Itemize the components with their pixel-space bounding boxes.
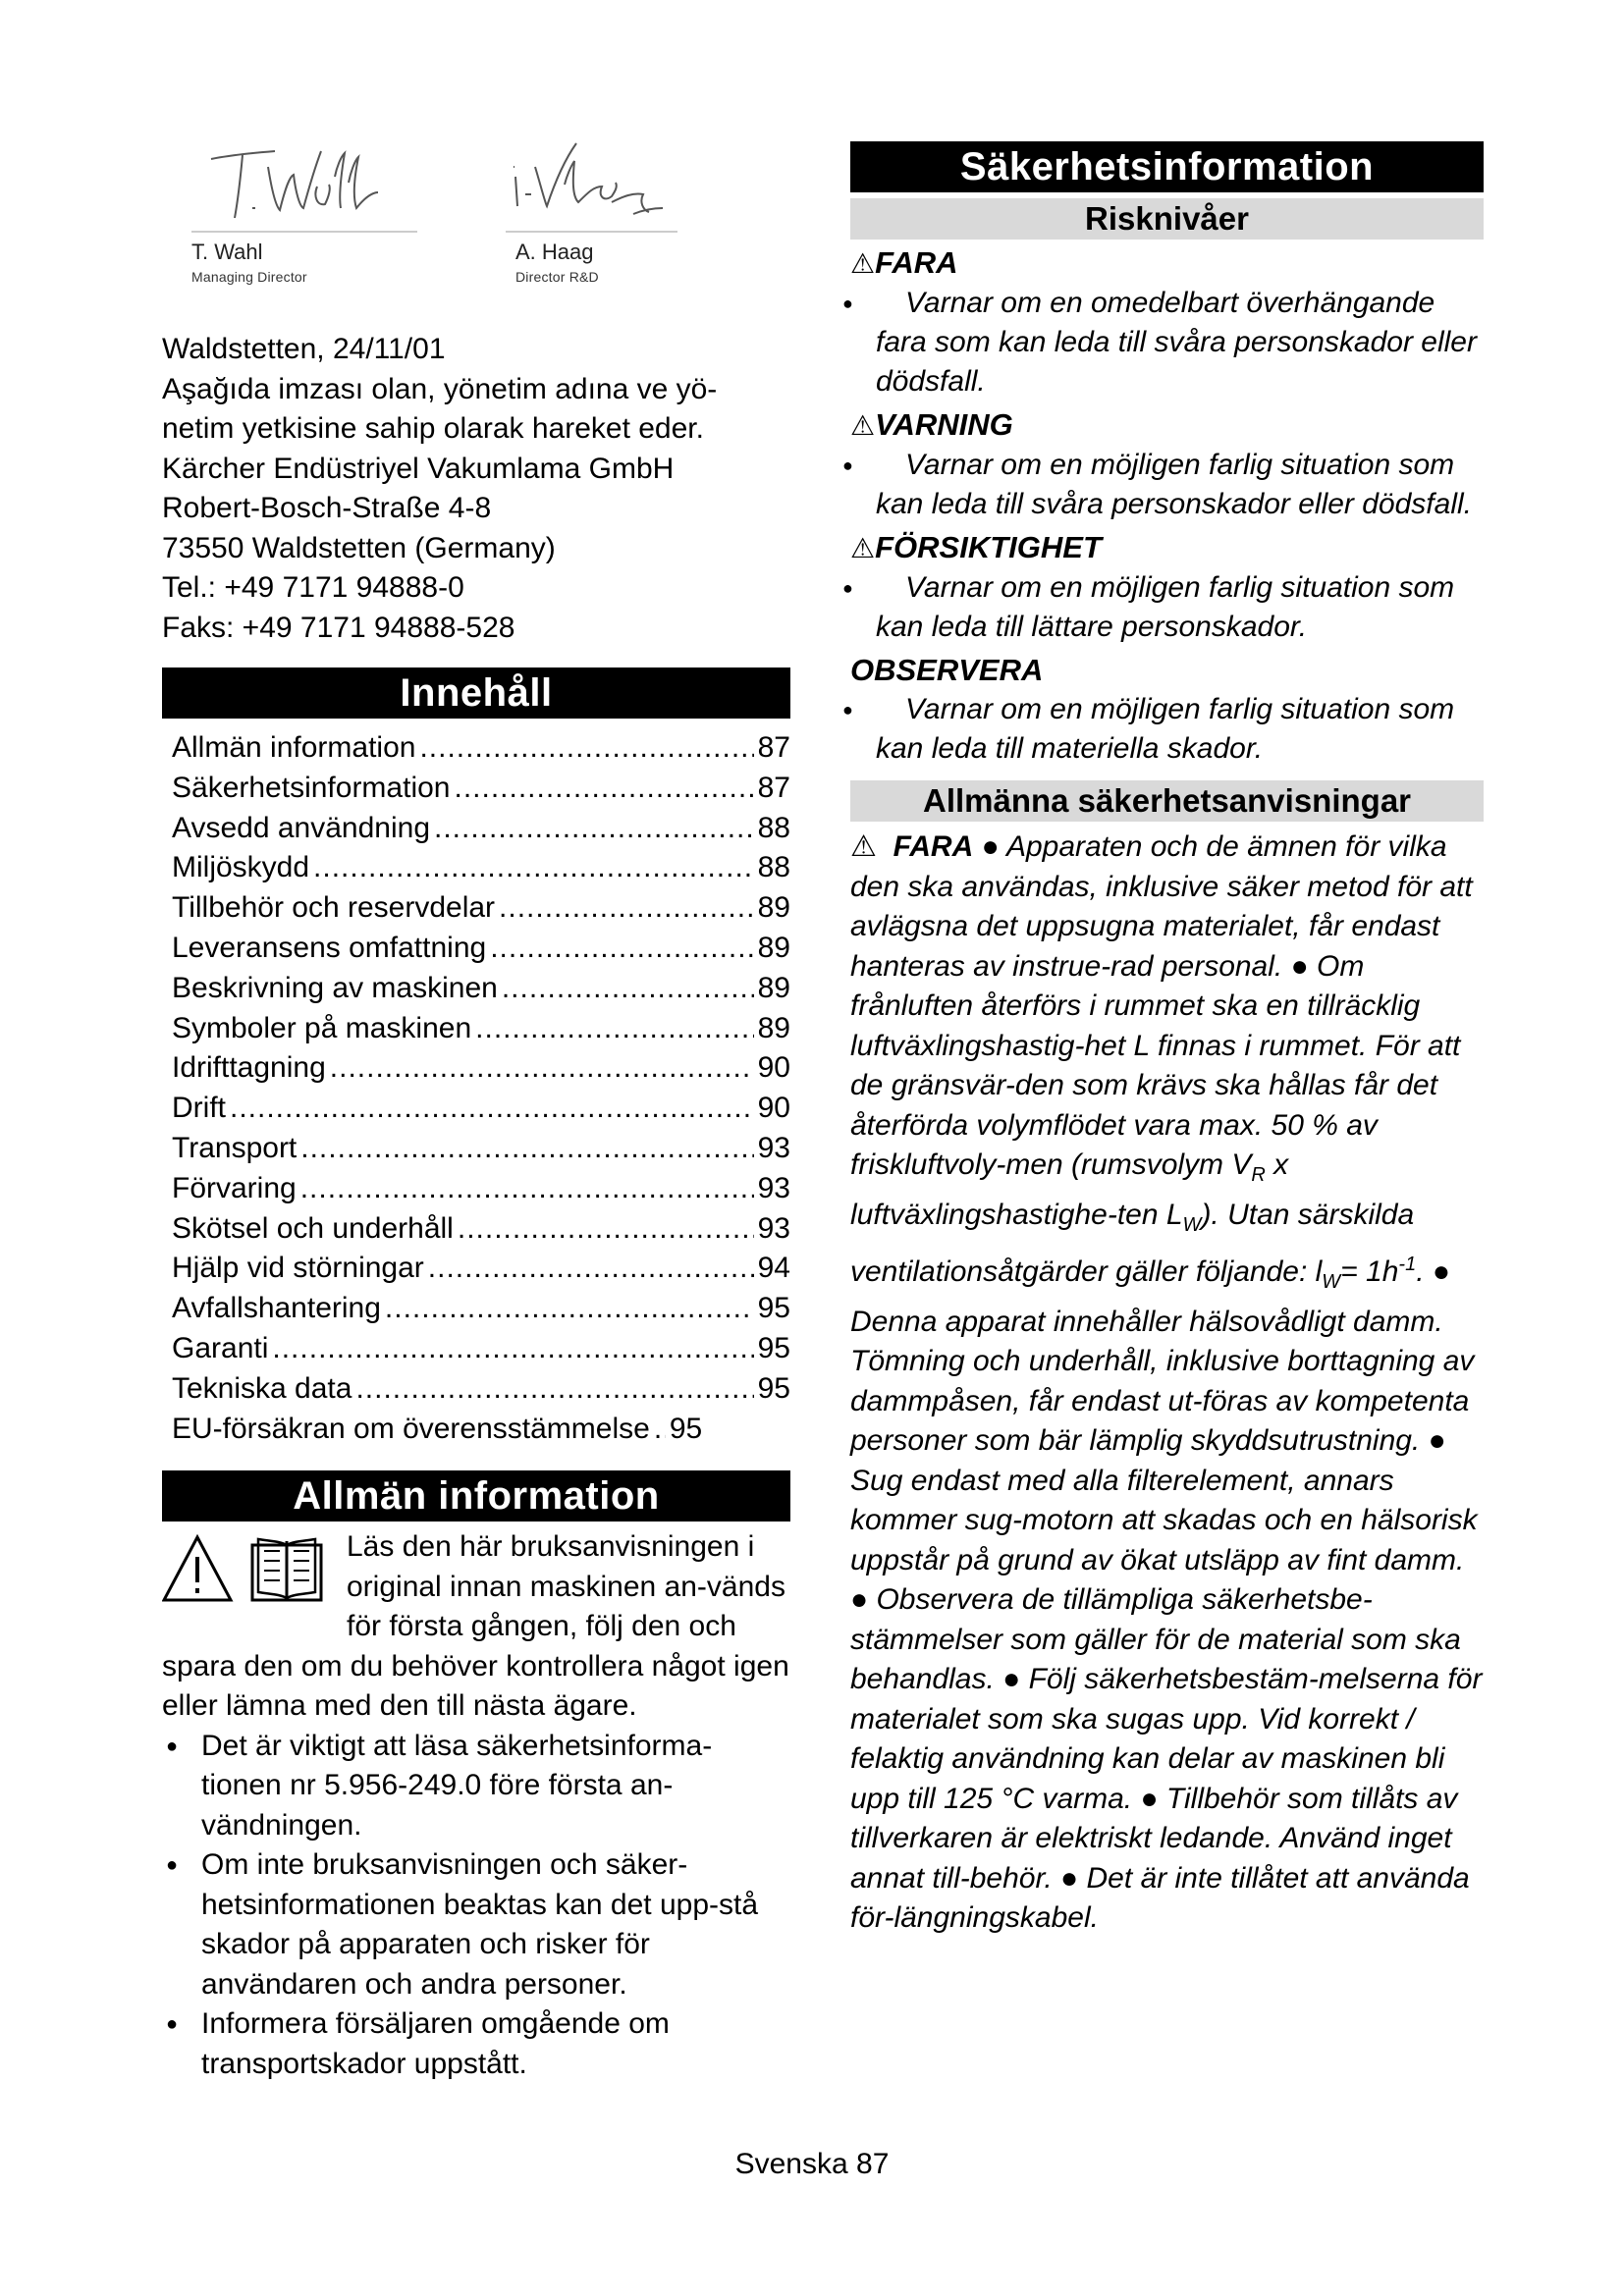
toc-leader <box>385 1289 754 1329</box>
address-line: Aşağıda imzası olan, yönetim adına ve yö- <box>162 372 718 405</box>
hazard-label-text: VARNING <box>875 407 1013 442</box>
toc-leader <box>300 1169 754 1209</box>
hazard-bullets <box>850 690 1484 769</box>
icon-group <box>162 1531 337 1608</box>
safety-sentence: Följ säkerhetsbestäm-melserna för materialet som ska sugas upp. Vid korrekt / felaktig användning kan delar av maskinen bli upp till 125 °C varma. <box>850 1663 1483 1815</box>
toc-page: 95 <box>669 1412 703 1445</box>
toc-leader <box>502 969 754 1009</box>
general-safety-text: ⚠ FARA ● Apparaten och de ämnen för vilka den ska användas, inklusive säker metod för att avlägsna det uppsugna materialet, får endast hanteras av instrue-rad personal. ● Om frånluften återförs i rummet ska en tillräcklig luftväxlingshastig-het L finnas i rummet. För att de gränsvär-den som krävs ska hållas får det återförda volymflödet vara max. 50 % av friskluftvoly-men (rumsvolym $V_R$ x luftväxlingshastighe-ten $L_W$). Utan särskilda ventilationsåtgärder gäller följande: $l_W= 1h^{-1}$. ● Denna apparat innehåller hälsovådligt damm. Tömning och underhåll, inklusive borttagning av dammpåsen, får endast ut-föras av kompetenta personer som bär lämplig skyddsutrustning. ● Sug endast med alla filterelement, annars kommer sug-motorn att skadas och en hälsorisk uppstår på grund av ökat utsläpp av fint damm. ● Observera de tillämpliga säkerhetsbe-stämmelser som gäller för de material som ska behandlas. ● Följ säkerhetsbestäm-melserna för materialet som ska sugas upp. Vid korrekt / felaktig användning kan delar av maskinen bli upp till 125 °C varma. ● Tillbehör som tillåts av tillverkaren är elektriskt ledande. Använd inget annat till-behör. ● Det är inte tillåtet att använda för-längningskabel. <box>850 830 1483 1934</box>
general-info-text: Läs den här bruksanvisningen i original innan maskinen an-vänds för första gången, följ den och spara den om du behöver kontrollera något igen eller lämna med den till nästa ägare. <box>162 1530 789 1723</box>
toc-leader <box>434 809 754 849</box>
safety-sentence: ). Utan särskilda ventilationsåtgärder gäller följande: l <box>850 1198 1415 1288</box>
toc-item[interactable] <box>172 1009 790 1049</box>
general-info-bullets <box>162 1727 790 2085</box>
address-line: Kärcher Endüstriyel Vakumlama GmbH <box>162 452 675 485</box>
safety-heading: Säkerhetsinformation <box>850 141 1484 192</box>
toc-page: 93 <box>757 1211 790 1245</box>
toc-label: Beskrivning av maskinen <box>172 971 498 1004</box>
toc-label: Transport <box>172 1131 298 1164</box>
handwritten-signature-haag <box>496 137 692 236</box>
hazard-label-text: OBSERVERA <box>850 653 1044 687</box>
toc-label: Leveransens omfattning <box>172 931 487 964</box>
safety-sentence: Sug endast med alla filterelement, annars kommer sug-motorn att skadas och en hälsorisk uppstår på grund av ökat utsläpp av fint damm. <box>850 1464 1478 1576</box>
address-block <box>162 330 790 648</box>
hazard-label <box>850 243 1484 284</box>
toc-page: 95 <box>757 1331 790 1364</box>
subscript: W <box>1182 1213 1202 1236</box>
toc-item[interactable] <box>172 769 790 809</box>
hazard-label-text: FARA <box>875 245 958 280</box>
toc-item[interactable] <box>172 1089 790 1129</box>
toc-item[interactable] <box>172 1369 790 1410</box>
hazard-bullets <box>850 568 1484 647</box>
safety-sentence: Det är inte tillåtet att använda för-längningskabel. <box>850 1861 1470 1934</box>
left-column <box>162 137 790 2084</box>
hazard-label <box>850 528 1484 568</box>
toc-item[interactable] <box>172 728 790 769</box>
toc-label: Förvaring <box>172 1171 297 1204</box>
toc-page: 94 <box>757 1252 790 1285</box>
handwritten-signature-wahl <box>191 137 427 236</box>
toc-leader <box>428 1249 754 1289</box>
toc-page: 88 <box>757 811 790 844</box>
toc-leader <box>654 1410 666 1450</box>
signature-block <box>162 137 790 330</box>
toc-leader <box>272 1329 753 1369</box>
warning-triangle-icon: ⚠ <box>850 533 876 563</box>
signature-haag <box>496 137 692 285</box>
toc-label: Hjälp vid störningar <box>172 1252 424 1285</box>
toc-leader <box>330 1048 754 1089</box>
toc-label: Avfallshantering <box>172 1292 381 1325</box>
subscript: W <box>1322 1271 1341 1293</box>
toc-page: 87 <box>757 771 790 804</box>
manual-book-icon <box>252 1539 321 1600</box>
toc-leader <box>499 888 754 929</box>
toc-heading: Innehåll <box>162 667 790 719</box>
address-line: Tel.: +49 7171 94888-0 <box>162 571 464 604</box>
signature-name: A. Haag <box>515 240 594 264</box>
toc-label: Skötsel och underhåll <box>172 1211 454 1245</box>
warning-triangle-icon: ⚠ <box>850 830 877 863</box>
risk-level-fara <box>850 243 1484 401</box>
toc-page: 89 <box>757 931 790 964</box>
hazard-text: ● Varnar om en möjligen farlig situation som kan leda till lättare personskador. <box>850 568 1484 647</box>
toc-item[interactable] <box>172 809 790 849</box>
toc-item[interactable] <box>172 1129 790 1169</box>
signature-role: Director R&D <box>515 269 599 285</box>
address-line: Robert-Bosch-Straße 4-8 <box>162 492 492 524</box>
bullet-item: ● Om inte bruksanvisningen och säker-hetsinformationen beaktas kan det upp-stå skador på apparaten och risker för användaren och andra personer. <box>162 1845 790 2004</box>
toc-item[interactable] <box>172 1410 790 1450</box>
toc-page: 89 <box>757 971 790 1004</box>
safety-sentence: Observera de tillämpliga säkerhetsbe-stämmelser som gäller för de material som ska behandlas. <box>850 1583 1461 1695</box>
risk-levels-heading: Risknivåer <box>850 198 1484 240</box>
toc-item[interactable] <box>172 848 790 888</box>
toc-label: EU-försäkran om överensstämmelse <box>172 1412 650 1445</box>
bullet-item: ● Det är viktigt att läsa säkerhetsinforma-tionen nr 5.956-249.0 före första an-vändningen. <box>162 1727 790 1846</box>
signature-name: T. Wahl <box>191 240 263 264</box>
toc-leader <box>419 728 753 769</box>
toc-item[interactable] <box>172 929 790 969</box>
toc-page: 88 <box>757 851 790 884</box>
address-line: Waldstetten, 24/11/01 <box>162 333 446 365</box>
toc-label: Tekniska data <box>172 1371 352 1405</box>
toc-page: 95 <box>757 1292 790 1325</box>
risk-level-forsiktighet <box>850 528 1484 647</box>
toc-item[interactable] <box>172 1169 790 1209</box>
toc-leader <box>313 848 754 888</box>
hazard-text: ● Varnar om en omedelbart överhängande fara som kan leda till svåra personskador eller dödsfall. <box>850 284 1484 401</box>
toc-leader <box>475 1009 753 1049</box>
toc-item[interactable] <box>172 1289 790 1329</box>
warning-triangle-icon: ⚠ <box>850 248 876 279</box>
toc-label: Idrifttagning <box>172 1051 326 1085</box>
superscript: -1 <box>1398 1254 1417 1275</box>
signature-wahl <box>191 137 427 285</box>
toc-label: Symboler på maskinen <box>172 1011 472 1044</box>
toc-leader <box>230 1089 754 1129</box>
toc-item[interactable] <box>172 1249 790 1289</box>
toc-page: 89 <box>757 1011 790 1044</box>
toc-leader <box>300 1129 753 1169</box>
general-info-intro <box>162 1527 790 1727</box>
hazard-label <box>850 405 1484 446</box>
hazard-text: ● Varnar om en möjligen farlig situation som kan leda till materiella skador. <box>850 690 1484 769</box>
hazard-label <box>850 651 1484 690</box>
toc-label: Avsedd användning <box>172 811 430 844</box>
toc-page: 90 <box>757 1051 790 1085</box>
toc-leader <box>454 769 753 809</box>
toc-item[interactable] <box>172 1048 790 1089</box>
warning-triangle-icon: ⚠ <box>850 410 876 441</box>
toc-label: Allmän information <box>172 731 416 764</box>
safety-sentence: Tillbehör som tillåts av tillverkaren är elektriskt ledande. Använd inget annat till-behör. <box>850 1782 1458 1895</box>
toc-item[interactable] <box>172 1209 790 1250</box>
toc-page: 90 <box>757 1092 790 1125</box>
toc-page: 93 <box>757 1131 790 1164</box>
right-column <box>850 141 1484 1939</box>
safety-sentence: Om frånluften återförs i rummet ska en tillräcklig luftväxlingshastig-het L finnas i rummet. För att de gränsvär-den som krävs ska hållas får det återförda volymflödet vara max. 50 % av friskluftvoly-men (rumsvolym V <box>850 949 1461 1181</box>
toc-leader <box>458 1209 754 1250</box>
toc-label: Garanti <box>172 1331 269 1364</box>
safety-sentence: Denna apparat innehåller hälsovådligt damm. Tömning och underhåll, inklusive borttagning av dammpåsen, får endast ut-föras av kompetenta personer som bär lämplig skyddsutrustning. <box>850 1305 1475 1457</box>
hazard-label-text: FÖRSIKTIGHET <box>875 530 1102 564</box>
toc-item[interactable] <box>172 1329 790 1369</box>
toc-page: 95 <box>757 1371 790 1405</box>
general-safety-heading: Allmänna säkerhetsanvisningar <box>850 780 1484 822</box>
page-footer: Svenska 87 <box>734 2148 890 2180</box>
toc-page: 87 <box>757 731 790 764</box>
address-line: 73550 Waldstetten (Germany) <box>162 531 556 564</box>
toc-label: Tillbehör och reservdelar <box>172 891 496 925</box>
risk-level-varning <box>850 405 1484 524</box>
toc-label: Drift <box>172 1092 226 1125</box>
toc-leader <box>355 1369 753 1410</box>
table-of-contents <box>162 728 790 1449</box>
risk-level-observera <box>850 651 1484 769</box>
safety-sentence: Apparaten och de ämnen för vilka den ska användas, inklusive säker metod för att avlägsna det uppsugna materialet, får endast hanteras av instrue-rad personal. <box>850 830 1473 983</box>
address-line: Faks: +49 7171 94888-528 <box>162 611 515 644</box>
address-line: netim yetkisine sahip olarak hareket eder. <box>162 412 704 445</box>
signature-role: Managing Director <box>191 269 307 285</box>
warning-icon <box>162 1531 337 1608</box>
safety-sentence: x luftväxlingshastighe-ten L <box>850 1148 1289 1231</box>
toc-item[interactable] <box>172 969 790 1009</box>
subscript: R <box>1251 1164 1266 1186</box>
fara-label: FARA <box>893 830 974 863</box>
bullet-item: ● Informera försäljaren omgående om transportskador uppstått. <box>162 2004 790 2084</box>
hazard-text: ● Varnar om en möjligen farlig situation som kan leda till svåra personskador eller dödsfall. <box>850 446 1484 524</box>
hazard-bullets <box>850 446 1484 524</box>
safety-sentence: . <box>1416 1255 1425 1288</box>
toc-item[interactable] <box>172 888 790 929</box>
toc-page: 93 <box>757 1171 790 1204</box>
toc-label: Miljöskydd <box>172 851 310 884</box>
toc-label: Säkerhetsinformation <box>172 771 451 804</box>
toc-page: 89 <box>757 891 790 925</box>
safety-sentence: = 1h <box>1340 1255 1399 1288</box>
toc-leader <box>490 929 753 969</box>
general-info-heading: Allmän information <box>162 1470 790 1522</box>
hazard-bullets <box>850 284 1484 401</box>
